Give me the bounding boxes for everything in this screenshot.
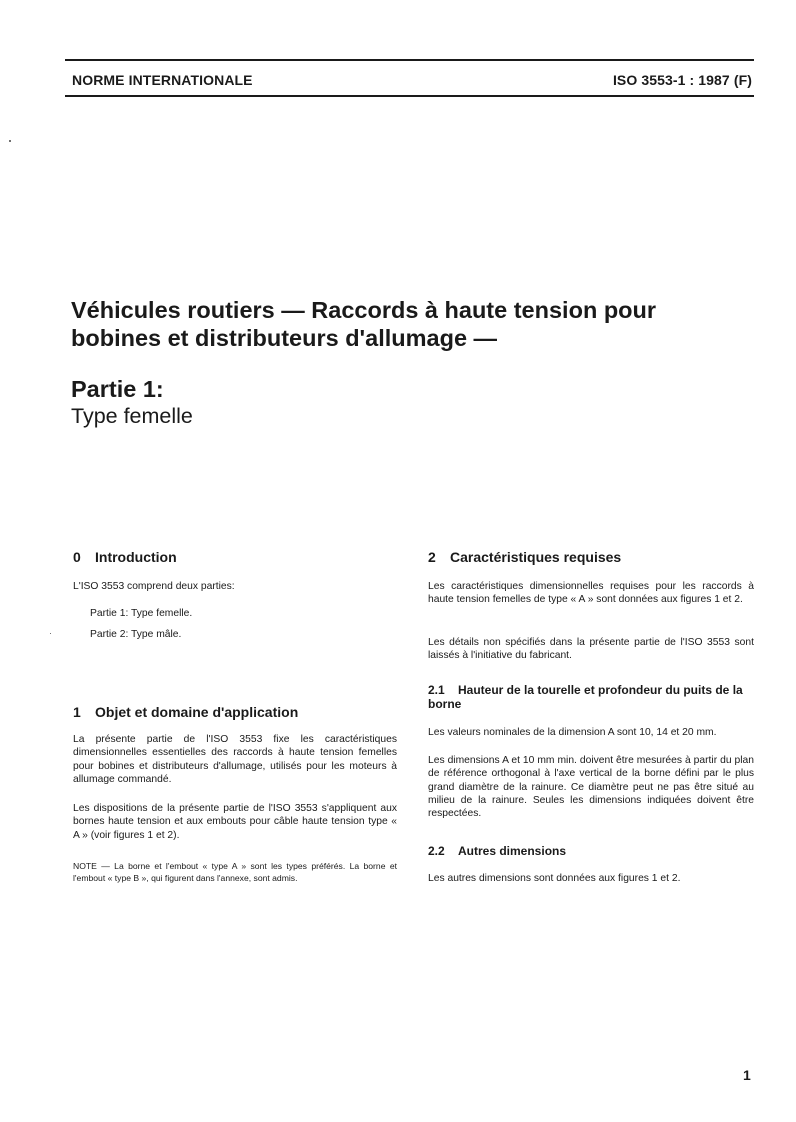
section-0-heading: 0 Introduction: [73, 549, 177, 565]
page-number: 1: [743, 1067, 751, 1083]
section-2-2-heading: 2.2 Autres dimensions: [428, 844, 567, 858]
document-title: Véhicules routiers — Raccords à haute tension pour bobines et distributeurs d'allumage —: [71, 297, 657, 351]
section-0-item-1: Partie 1: Type femelle.: [90, 608, 193, 619]
section-2-heading: 2 Caractéristiques requises: [428, 549, 622, 565]
section-1-note: NOTE — La borne et l'embout « type A » sont les types préférés. La borne et l'embout « type B », qui figurent dans l'annexe, sont admis.: [73, 861, 397, 883]
section-2-paragraph-2: Les détails non spécifiés dans la présente partie de l'ISO 3553 sont laissés à l'initiative du fabricant.: [428, 637, 754, 662]
section-2-1-heading: 2.1 Hauteur de la tourelle et profondeur du puits de la borne: [428, 683, 743, 711]
header-top-rule: [65, 59, 754, 61]
part-subtitle: Type femelle: [71, 404, 193, 428]
section-0-intro: L'ISO 3553 comprend deux parties:: [73, 581, 235, 592]
header-standard-label: NORME INTERNATIONALE: [72, 72, 253, 88]
section-1-heading: 1 Objet et domaine d'application: [73, 704, 299, 720]
section-2-2-paragraph-1: Les autres dimensions sont données aux figures 1 et 2.: [428, 873, 681, 884]
section-0-item-2: Partie 2: Type mâle.: [90, 629, 182, 640]
section-1-paragraph-2: Les dispositions de la présente partie de l'ISO 3553 s'appliquent aux bornes haute tension et aux embouts pour câble haute tension type « A » (voir figures 1 et 2).: [73, 803, 397, 841]
scan-speck: [50, 633, 51, 634]
section-2-1-paragraph-1: Les valeurs nominales de la dimension A sont 10, 14 et 20 mm.: [428, 727, 717, 738]
header-bottom-rule: [65, 95, 754, 97]
header-document-id: ISO 3553-1 : 1987 (F): [612, 72, 752, 88]
part-label: Partie 1:: [71, 376, 164, 402]
section-2-paragraph-1: Les caractéristiques dimensionnelles requises pour les raccords à haute tension femelles de type « A » sont données aux figures 1 et 2.: [428, 581, 754, 606]
section-1-paragraph-1: La présente partie de l'ISO 3553 fixe les caractéristiques dimensionnelles essentielles des raccords à haute tension femelles pour bobines et distributeurs d'allumage, utilisés pour les moteurs à allumage commandé.: [73, 734, 397, 785]
section-2-1-paragraph-2: Les dimensions A et 10 mm min. doivent être mesurées à partir du plan de référence orthogonal à l'axe vertical de la borne défini par le plus grand diamètre de la rainure. Ce diamètre peut ne pas être situé au milieu de la rainure. Seules les dimensions indiquées doivent être respectées.: [428, 755, 754, 820]
scan-speck: [9, 140, 11, 142]
